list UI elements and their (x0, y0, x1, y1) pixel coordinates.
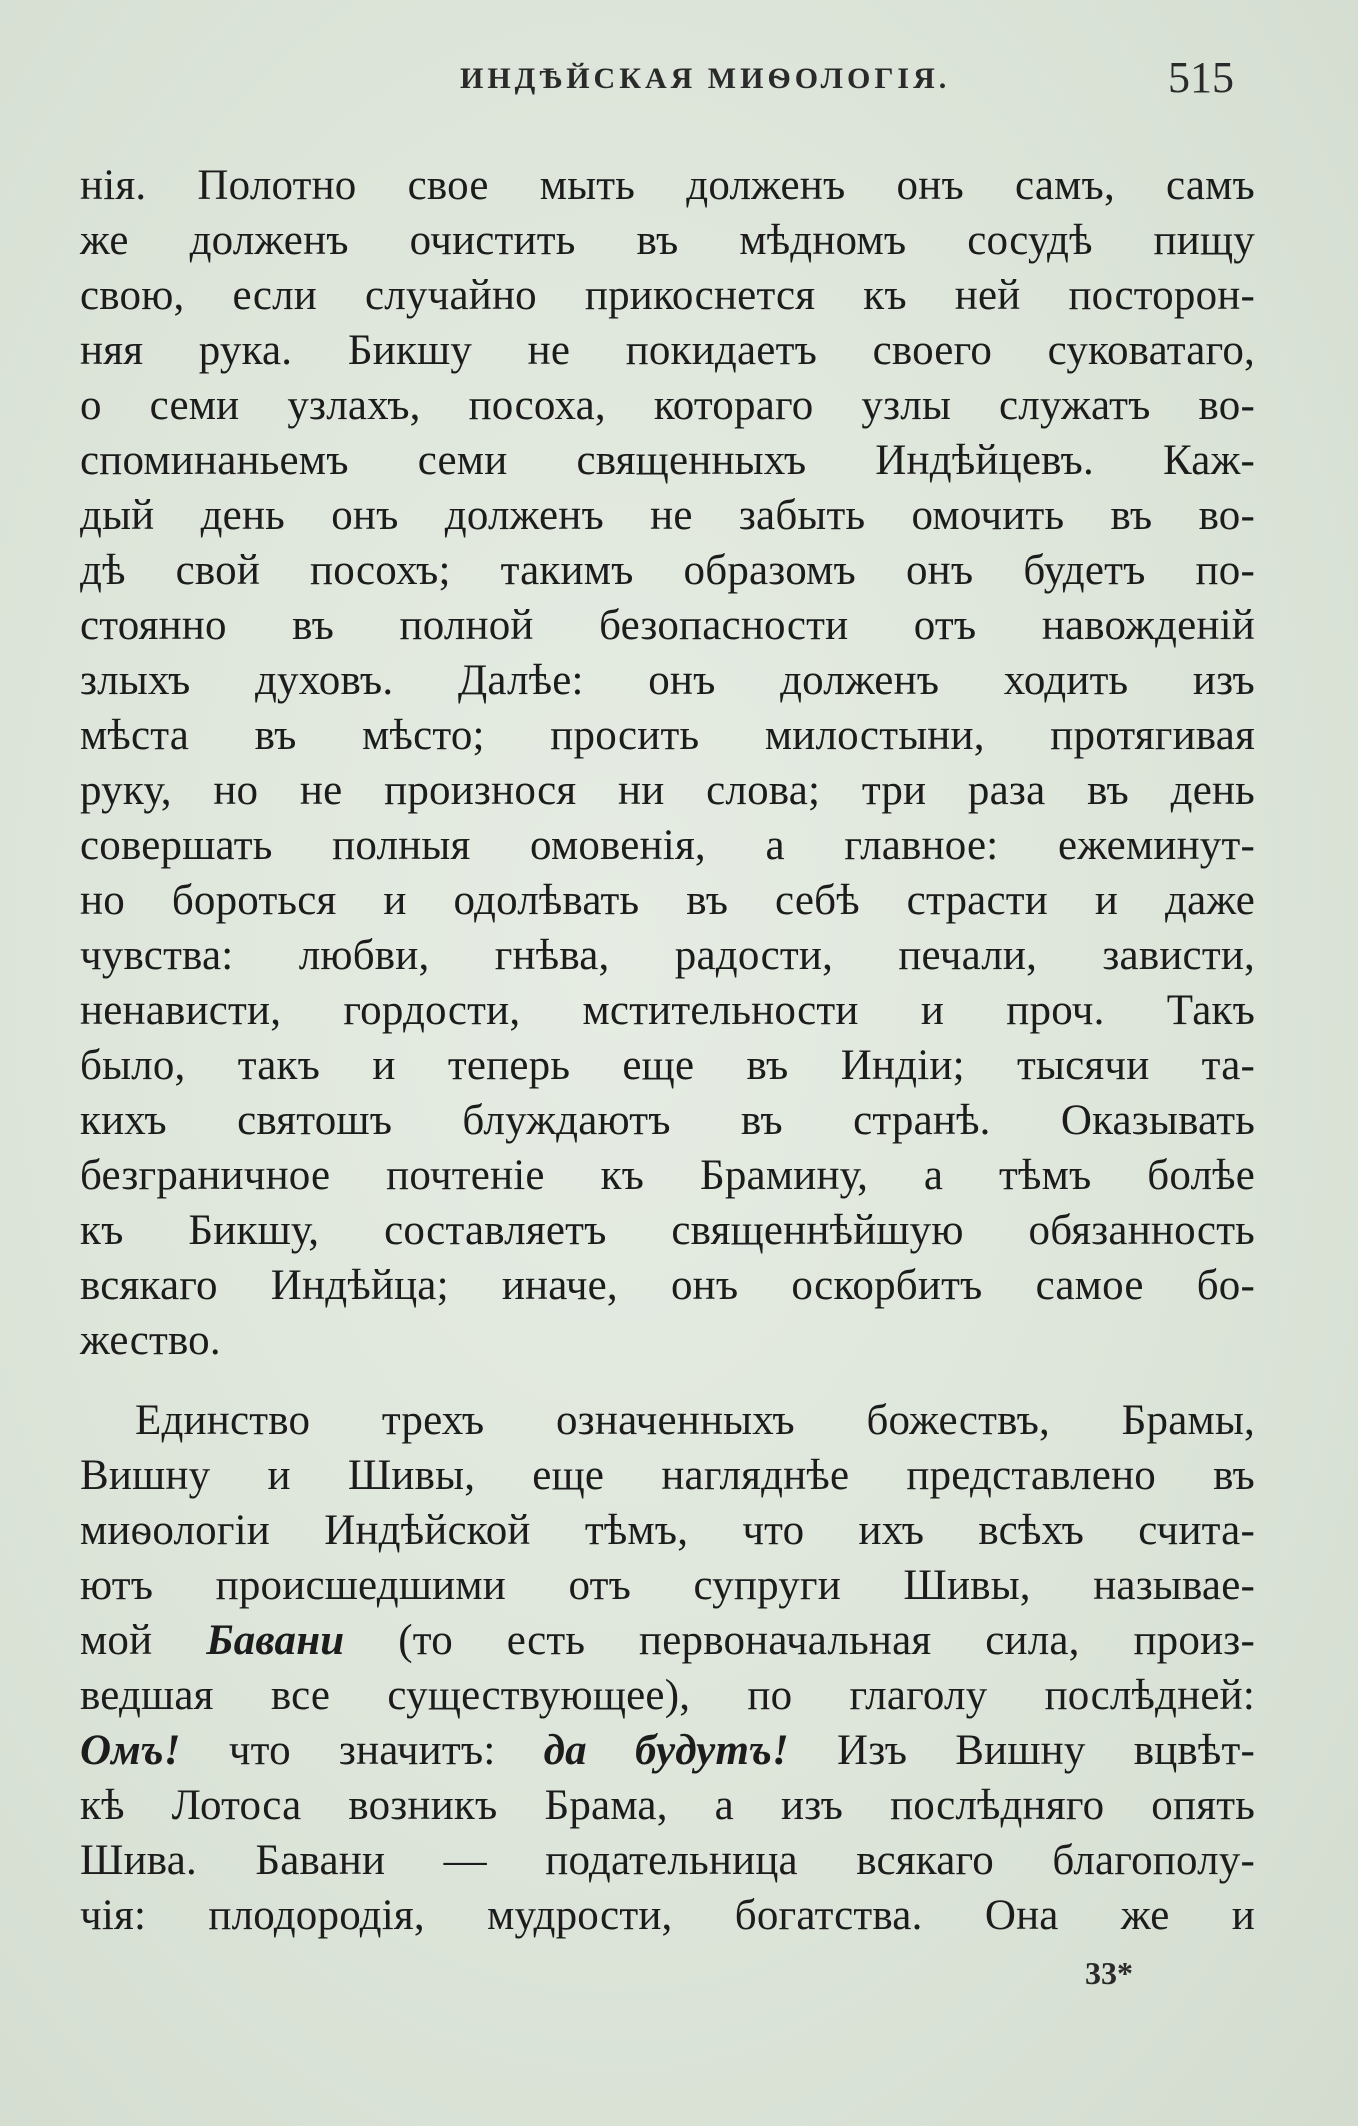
text-line (80, 1723, 1255, 1779)
text-line: споминаньемъ семи священныхъ Индѣйцевъ. Каж- (80, 437, 1255, 484)
text-line: жество. (80, 1317, 221, 1364)
text-line (80, 1613, 1255, 1669)
emphasis-text: Омъ! (80, 1727, 181, 1774)
text-line: но бороться и одолѣвать въ себѣ страсти и даже (80, 877, 1255, 924)
signature-mark: 33* (1085, 1955, 1133, 1991)
text-line: дѣ свой посохъ; такимъ образомъ онъ будетъ по- (80, 547, 1255, 594)
text-line: Шива. Бавани — подательница всякаго благополу- (80, 1837, 1255, 1884)
text-span: (то есть первоначальная сила, произ- (344, 1617, 1255, 1664)
emphasis-text: да будутъ! (543, 1727, 789, 1774)
text-line: было, такъ и теперь еще въ Индіи; тысячи та- (80, 1042, 1255, 1089)
text-line: къ Бикшу, составляетъ священнѣйшую обязанность (80, 1207, 1255, 1254)
text-line: нія. Полотно свое мыть долженъ онъ самъ, самъ (80, 162, 1255, 209)
running-title: ИНДѢЙСКАЯ МИѲОЛОГІЯ. (460, 62, 951, 95)
text-line: чія: плодородія, мудрости, богатства. Она же и (80, 1892, 1255, 1939)
text-line: дый день онъ долженъ не забыть омочить въ во- (80, 492, 1255, 539)
text-line: Вишну и Шивы, еще нагляднѣе представлено въ (80, 1452, 1255, 1499)
text-span: мой (80, 1617, 207, 1664)
text-line: стоянно въ полной безопасности отъ навожденій (80, 602, 1255, 649)
text-line: совершать полныя омовенія, а главное: ежеминут- (80, 822, 1255, 869)
text-line: безграничное почтеніе къ Брамину, а тѣмъ болѣе (80, 1152, 1255, 1199)
text-line: ютъ происшедшими отъ супруги Шивы, называе- (80, 1562, 1255, 1609)
text-span: что значитъ: (180, 1727, 544, 1774)
emphasis-text: Бавани (206, 1617, 345, 1664)
text-line: миѳологіи Индѣйской тѣмъ, что ихъ всѣхъ счита- (80, 1507, 1255, 1554)
text-line: всякаго Индѣйца; иначе, онъ оскорбитъ самое бо- (80, 1262, 1255, 1309)
text-line: о семи узлахъ, посоха, котораго узлы служатъ во- (80, 382, 1255, 429)
text-line: няя рука. Бикшу не покидаетъ своего суковатаго, (80, 327, 1255, 374)
text-line: мѣста въ мѣсто; просить милостыни, протягивая (80, 712, 1255, 759)
text-line: злыхъ духовъ. Далѣе: онъ долженъ ходить изъ (80, 657, 1255, 704)
page-number: 515 (1168, 53, 1234, 102)
text-line: руку, но не произнося ни слова; три раза въ день (80, 767, 1255, 814)
text-line: кихъ святошъ блуждаютъ въ странѣ. Оказывать (80, 1097, 1255, 1144)
text-span: Изъ Вишну вцвѣт- (788, 1727, 1255, 1774)
text-line: Единство трехъ означенныхъ божествъ, Брамы, (135, 1397, 1255, 1444)
text-line: же долженъ очистить въ мѣдномъ сосудѣ пищу (80, 217, 1255, 264)
text-line: ненависти, гордости, мстительности и проч. Такъ (80, 987, 1255, 1034)
text-line: чувства: любви, гнѣва, радости, печали, зависти, (80, 932, 1255, 979)
text-line: кѣ Лотоса возникъ Брама, а изъ послѣдняго опять (80, 1782, 1255, 1829)
text-line: ведшая все существующее), по глаголу послѣдней: (80, 1672, 1255, 1719)
text-line: свою, если случайно прикоснется къ ней посторон- (80, 272, 1255, 319)
